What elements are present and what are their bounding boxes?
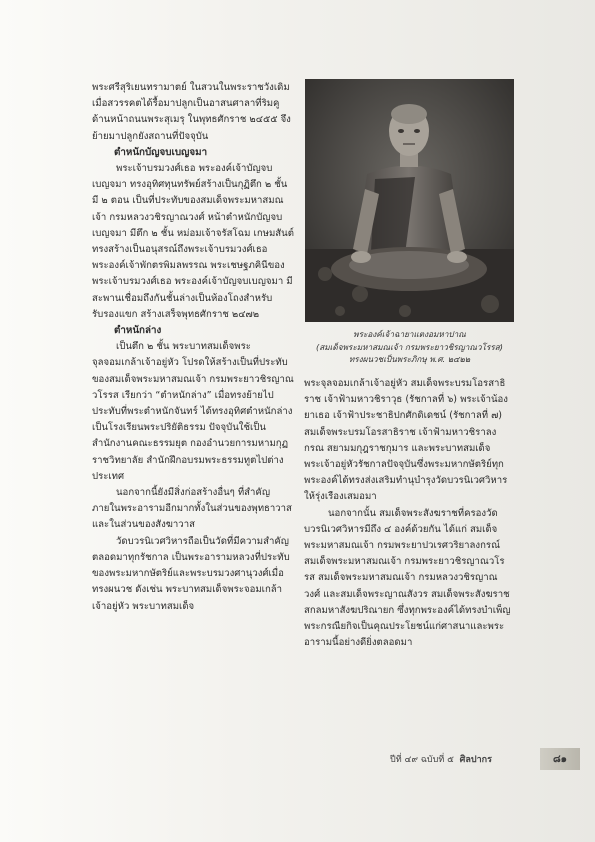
paragraph: พระเจ้าบรมวงศ์เธอ พระองค์เจ้าบัญจบเบญจมา ทรงอุทิศทุนทรัพย์สร้างเป็นกุฏิตึก ๒ ชั้น มี ๒ ตอน เป็นที่ประทับของสมเด็จพระมหาสมณเจ้า กรมหลวงวชิรญาณวงศ์ หน้าตำหนักบัญจบเบญจมา มีตึก ๒ ชั้น หม่อมเจ้าจรัสโฉม เกษมสันต์ ทรงสร้างเป็นอนุสรณ์ถึงพระเจ้าบรมวงศ์เธอ พระองค์เจ้าพักตรพิมลพรรณ พระเชษฐภคินีของพระเจ้าบรมวงศ์เธอ พระองค์เจ้าบัญจบเบญจมา มีสะพานเชื่อมถึงกันชั้นล่างเป็นห้องโถงสำหรับรับรองแขก สร้างเสร็จพุทธศักราช ๒๔๗๒ bbox=[92, 163, 294, 320]
left-text-column bbox=[92, 80, 294, 615]
paragraph: พระจุลจอมเกล้าเจ้าอยู่หัว สมเด็จพระบรมโอรสาธิราช เจ้าฟ้ามหาวชิราวุธ (รัชกาลที่ ๖) พระเจ้าน้องยาเธอ เจ้าฟ้าประชาธิปกศักดิเดชน์ (รัชกาลที่ ๗) สมเด็จพระบรมโอรสาธิราช เจ้าฟ้ามหาวชิราลงกรณ สยามมกุฎราชกุมาร และพระบาทสมเด็จพระเจ้าอยู่หัวรัชกาลปัจจุบันซึ่งพระมหากษัตริย์ทุกพระองค์ได้ทรงส่งเสริมทำนุบำรุงวัดบวรนิเวศวิหารให้รุ่งเรืองเสมอมา bbox=[304, 378, 508, 503]
footer-issue: ปีที่ ๔๙ ฉบับที่ ๕ bbox=[390, 755, 454, 765]
paragraph: นอกจากนั้น สมเด็จพระสังฆราชที่ครองวัดบวรนิเวศวิหารมีถึง ๔ องค์ด้วยกัน ได้แก่ สมเด็จพระมหาสมณเจ้า กรมพระยาปวเรศวริยาลงกรณ์ สมเด็จพระมหาสมณเจ้า กรมพระยาวชิรญาณวโรรส สมเด็จพระมหาสมณเจ้า กรมหลวงวชิรญาณวงศ์ และสมเด็จพระญาณสังวร สมเด็จพระสังฆราช สกลมหาสังฆปริณายก ซึ่งทุกพระองค์ได้ทรงบำเพ็ญพระกรณียกิจเป็นคุณประโยชน์แก่ศาสนาและพระอารามนี้อย่างดียิ่งตลอดมา bbox=[304, 507, 511, 649]
monk-photograph bbox=[305, 79, 514, 322]
section-heading: ตำหนักบัญจบเบญจมา bbox=[114, 146, 208, 158]
footer-magazine: ศิลปากร bbox=[459, 755, 492, 765]
paragraph: พระศรีสุริเยนทรามาตย์ ในสวนในพระราชวังเดิม เมื่อสวรรคตได้รื้อมาปลูกเป็นอาสนศาลาที่ริมคู ด้านหน้าถนนพระสุเมรุ ในพุทธศักราช ๒๔๕๕ จึงย้ายมาปลูกยังสถานที่ปัจจุบัน bbox=[92, 82, 291, 142]
right-text-column bbox=[304, 376, 512, 651]
paragraph: วัดบวรนิเวศวิหารถือเป็นวัดที่มีความสำคัญตลอดมาทุกรัชกาล เป็นพระอารามหลวงที่ประทับของพระมหากษัตริย์และพระบรมวงศานุวงศ์เมื่อทรงผนวช ดังเช่น พระบาทสมเด็จพระจอมเกล้าเจ้าอยู่หัว พระบาทสมเด็จ bbox=[92, 535, 290, 612]
section-heading: ตำหนักล่าง bbox=[114, 325, 162, 337]
photo-caption bbox=[305, 328, 514, 366]
paragraph: เป็นตึก ๒ ชั้น พระบาทสมเด็จพระจุลจอมเกล้าเจ้าอยู่หัว โปรดให้สร้างเป็นที่ประทับของสมเด็จพระมหาสมณเจ้า กรมพระยาวชิรญาณวโรรส เรียกว่า “ตำหนักล่าง” เมื่อทรงย้ายไปประทับที่พระตำหนักจันทร์ ได้ทรงอุทิศตำหนักล่างเป็นโรงเรียนพระปริยัติธรรม ปัจจุบันใช้เป็นสำนักงานคณะธรรมยุต กองอำนวยการมหามกุฏราชวิทยาลัย สำนักฝึกอบรมพระธรรมทูตไปต่างประเทศ bbox=[92, 341, 294, 482]
paragraph: นอกจากนี้ยังมีสิ่งก่อสร้างอื่นๆ ที่สำคัญภายในพระอารามอีกมากทั้งในส่วนของพุทธาวาสและในส่วนของสังฆาวาส bbox=[92, 487, 292, 531]
caption-line-1: พระองค์เจ้าฉายาแตงอมหาปาณ bbox=[353, 329, 466, 339]
footer-issue-info bbox=[390, 752, 492, 766]
caption-line-3: ทรงผนวชเป็นพระภิกษุ พ.ศ. ๒๔๒๒ bbox=[348, 354, 471, 365]
page-number: ๘๑ bbox=[540, 748, 580, 770]
caption-line-2: (สมเด็จพระมหาสมณเจ้า กรมพระยาวชิรญาณวโรรส) bbox=[316, 341, 503, 352]
